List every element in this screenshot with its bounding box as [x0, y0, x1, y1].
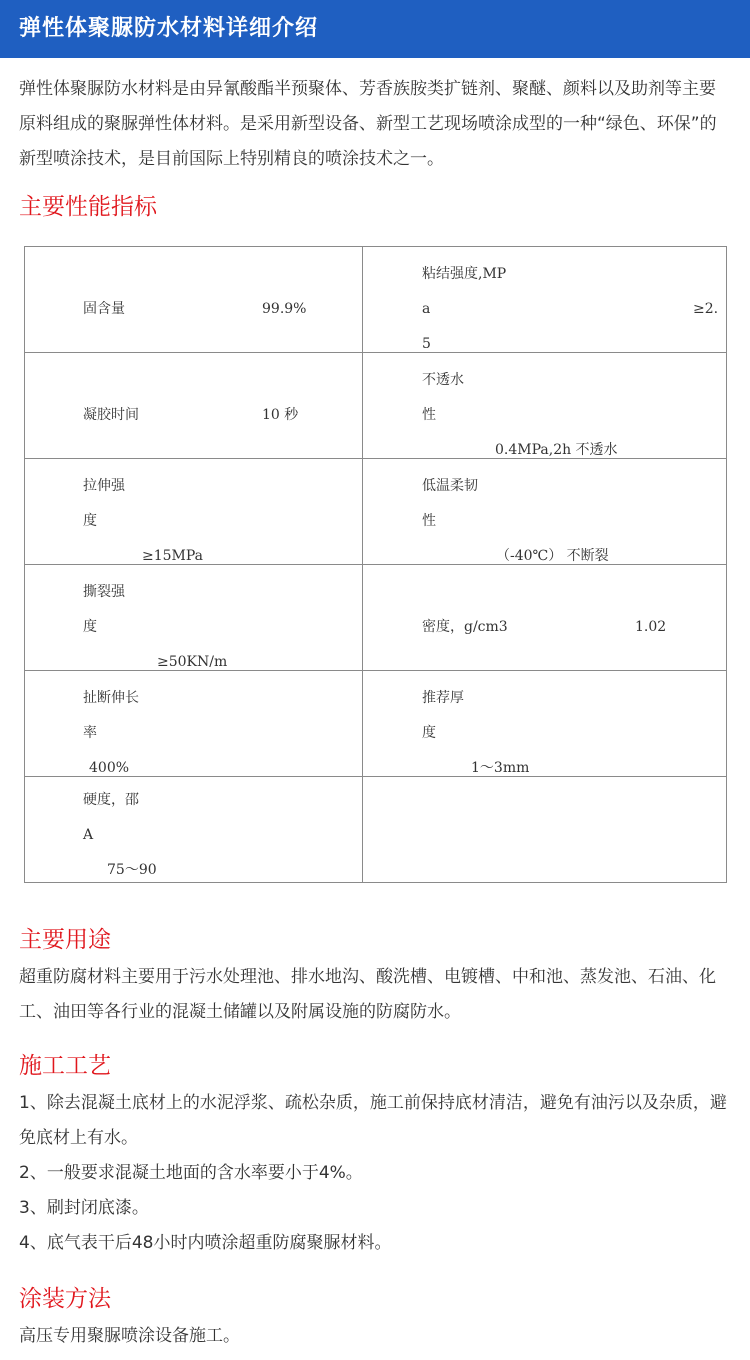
table-row: [25, 459, 727, 565]
spec-cell: [25, 565, 363, 671]
spec-value: 1.02: [635, 619, 667, 635]
spec-cell: [363, 353, 727, 459]
spec-cell: [25, 353, 363, 459]
spec-cell: [363, 565, 727, 671]
spec-cell: [25, 247, 363, 353]
spec-label: 性: [422, 407, 436, 423]
spec-label: 度: [83, 513, 97, 529]
section-title-performance: 主要性能指标: [19, 194, 157, 220]
spec-table: [24, 246, 727, 883]
spec-label: 固含量: [83, 301, 125, 317]
spec-cell: [363, 671, 727, 777]
spec-value: ≥15MPa: [142, 548, 204, 564]
table-row: [25, 565, 727, 671]
spec-value: 75～90: [107, 862, 157, 878]
spec-label: 凝胶时间: [83, 407, 139, 423]
spec-value: 99.9%: [262, 301, 307, 317]
spec-label: 率: [83, 725, 97, 741]
table-row: [25, 777, 727, 883]
spec-label: A: [83, 827, 94, 843]
spec-cell: [25, 777, 363, 883]
spec-label: a: [422, 301, 431, 317]
spec-label: 低温柔韧: [422, 478, 478, 494]
spec-value: ≥2.: [693, 301, 719, 317]
section-title-usage: 主要用途: [19, 927, 111, 953]
spec-label: 粘结强度,MP: [422, 266, 507, 282]
spec-value: （-40℃） 不断裂: [496, 548, 609, 564]
spec-value: 400%: [89, 760, 130, 776]
intro-paragraph: 弹性体聚脲防水材料是由异氰酸酯半预聚体、芳香族胺类扩链剂、聚醚、颜料以及助剂等主要原料组成的聚脲弹性体材料。是采用新型设备、新型工艺现场喷涂成型的一种“绿色、环保”的新型喷涂技术，是目前国际上特别精良的喷涂技术之一。: [19, 79, 717, 169]
spec-label: 撕裂强: [83, 584, 125, 600]
process-step: 2、一般要求混凝土地面的含水率要小于4%。: [19, 1163, 363, 1183]
table-row: [25, 247, 727, 353]
process-step: 3、刷封闭底漆。: [19, 1198, 149, 1218]
spec-label: 推荐厚: [422, 690, 464, 706]
spec-value: 10 秒: [262, 407, 299, 423]
section-title-process: 施工工艺: [19, 1053, 111, 1079]
spec-label: 5: [422, 336, 431, 352]
spec-cell: [363, 247, 727, 353]
table-row: [25, 671, 727, 777]
spec-label: 性: [422, 513, 436, 529]
spec-value: 1～3mm: [471, 760, 530, 776]
coating-paragraph: 高压专用聚脲喷涂设备施工。: [19, 1326, 240, 1346]
spec-cell: [25, 671, 363, 777]
process-step: 1、除去混凝土底材上的水泥浮浆、疏松杂质，施工前保持底材清洁，避免有油污以及杂质，避免底材上有水。: [19, 1093, 727, 1148]
section-title-coating: 涂装方法: [19, 1286, 111, 1312]
banner-title: 弹性体聚脲防水材料详细介绍: [19, 16, 319, 41]
spec-value: 0.4MPa,2h 不透水: [495, 442, 618, 458]
usage-paragraph: 超重防腐材料主要用于污水处理池、排水地沟、酸洗槽、电镀槽、中和池、蒸发池、石油、化工、油田等各行业的混凝土储罐以及附属设施的防腐防水。: [19, 967, 716, 1022]
spec-label: 度: [83, 619, 97, 635]
spec-label: 扯断伸长: [83, 690, 139, 706]
spec-cell: [363, 459, 727, 565]
spec-label: 度: [422, 725, 436, 741]
spec-label: 硬度，邵: [83, 792, 139, 808]
spec-cell-empty: [363, 777, 727, 883]
spec-cell: [25, 459, 363, 565]
spec-label: 不透水: [422, 372, 464, 388]
process-step: 4、底气表干后48小时内喷涂超重防腐聚脲材料。: [19, 1233, 392, 1253]
spec-label: 密度，g/cm3: [422, 619, 508, 635]
spec-value: ≥50KN/m: [157, 654, 228, 670]
spec-label: 拉伸强: [83, 478, 125, 494]
page-banner: [0, 0, 750, 58]
table-row: [25, 353, 727, 459]
